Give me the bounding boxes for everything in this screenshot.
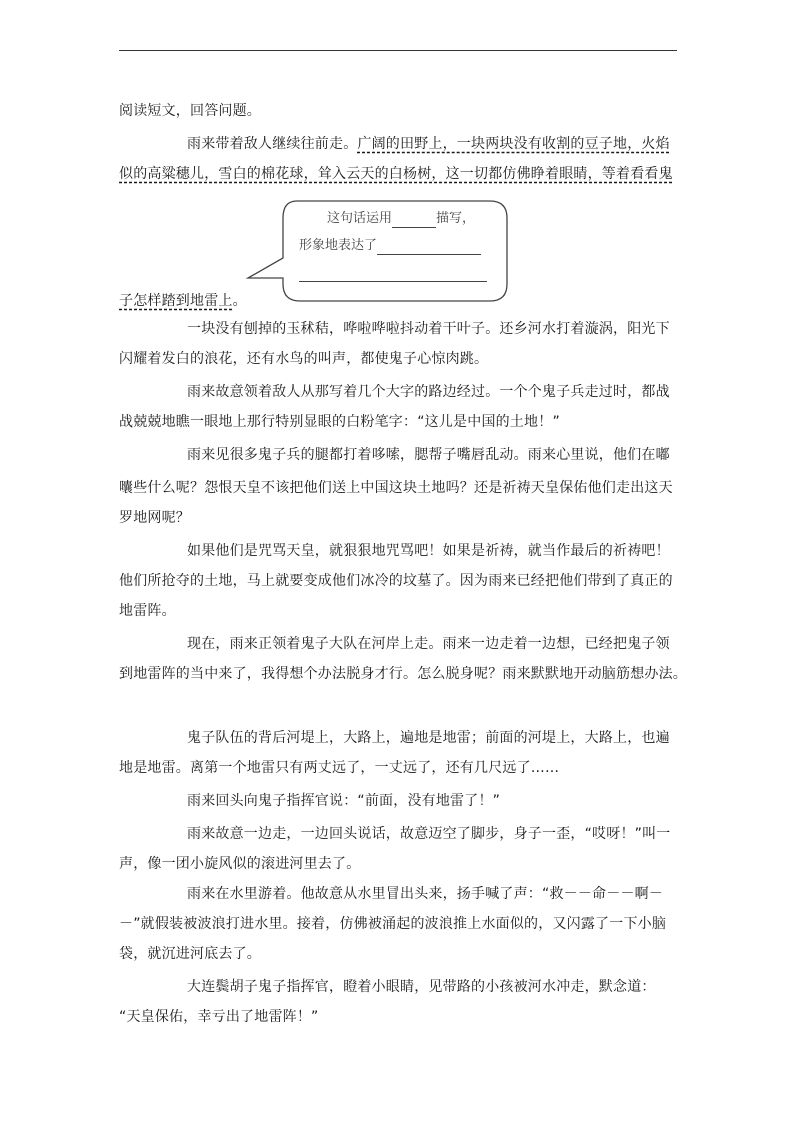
paragraph-4-line-3: 罗地网呢？ [119, 510, 190, 526]
paragraph-2-line-2: 闪耀着发白的浪花，还有水鸟的叫声，都使鬼子心惊肉跳。 [119, 351, 489, 367]
bubble-text-a: 这句话运用 [327, 211, 393, 226]
p1-underlined-c: 子怎样踏到地雷上 [119, 293, 233, 309]
paragraph-1-line-3 [119, 291, 247, 311]
paragraph-7-line-1: 鬼子队伍的背后河堤上，大路上，遍地是地雷；前面的河堤上，大路上，也遍 [187, 730, 670, 746]
paragraph-11-line-1: 大连鬓胡子鬼子指挥官，瞪着小眼睛，见带路的小孩被河水冲走，默念道： [187, 979, 656, 995]
p1-period: 。 [232, 293, 247, 309]
paragraph-1-line-2 [119, 164, 673, 184]
paragraph-10-line-3: 袋，就沉进河底去了。 [119, 946, 261, 962]
bubble-text-c: 形象地表达了 [299, 238, 378, 253]
paragraph-9-line-2: 声，像一团小旋风似的滚进河里去了。 [119, 856, 361, 872]
instruction: 阅读短文，回答问题。 [119, 103, 261, 119]
paragraph-10-line-2: －”就假装被波浪打进水里。接着，仿佛被涌起的波浪推上水面似的，又闪露了一下小脑 [119, 916, 667, 932]
paragraph-2-line-1: 一块没有刨掉的玉秫秸，哗啦哗啦抖动着干叶子。还乡河水打着漩涡，阳光下 [187, 321, 670, 337]
bubble-line-2 [299, 237, 481, 255]
paragraph-4-line-1: 雨来见很多鬼子兵的腿都打着哆嗦，腮帮子嘴唇乱动。雨来心里说，他们在嘟 [187, 447, 670, 463]
p1-underlined-a: 广阔的田野上，一块两块没有收割的豆子地，火焰 [357, 136, 670, 152]
bubble-text-b: 描写， [436, 211, 476, 226]
paragraph-5-line-3: 地雷阵。 [119, 603, 176, 619]
paragraph-8-line-1: 雨来回头向鬼子指挥官说：“前面，没有地雷了！” [187, 793, 501, 809]
answer-blank-3[interactable] [299, 267, 487, 282]
speech-bubble [245, 198, 510, 304]
paragraph-3-line-2: 战兢兢地瞧一眼地上那行特别显眼的白粉笔字：“这儿是中国的土地！” [119, 414, 560, 430]
paragraph-5-line-1: 如果他们是咒骂天皇，就狠狠地咒骂吧！如果是祈祷，就当作最后的祈祷吧！ [187, 543, 670, 559]
answer-blank-1[interactable] [392, 227, 436, 228]
bubble-line-3 [299, 264, 487, 282]
paragraph-5-line-2: 他们所抢夺的土地，马上就要变成他们冰冷的坟墓了。因为雨来已经把他们带到了真正的 [119, 573, 673, 589]
answer-blank-2[interactable] [377, 254, 481, 255]
paragraph-6-line-2: 到地雷阵的当中来了，我得想个办法脱身才行。怎么脱身呢？雨来默默地开动脑筋想办法。 [119, 666, 687, 682]
paragraph-3-line-1: 雨来故意领着敌人从那写着几个大字的路边经过。一个个鬼子兵走过时，都战 [187, 384, 670, 400]
paragraph-1-line-1 [187, 134, 670, 154]
p1-plain: 雨来带着敌人继续往前走。 [187, 136, 358, 152]
paragraph-11-line-2: “天皇保佑，幸亏出了地雷阵！” [119, 1009, 319, 1025]
bubble-line-1 [327, 210, 475, 228]
paragraph-6-line-1: 现在，雨来正领着鬼子大队在河岸上走。雨来一边走着一边想，已经把鬼子领 [187, 636, 670, 652]
paragraph-7-line-2: 地是地雷。离第一个地雷只有两丈远了，一丈远了，还有几尺远了…… [119, 760, 560, 776]
p1-underlined-b: 似的高粱穗儿，雪白的棉花球，耸入云天的白杨树，这一切都仿佛睁着眼睛，等着看看鬼 [119, 166, 673, 182]
paragraph-9-line-1: 雨来故意一边走，一边回头说话，故意迈空了脚步，身子一歪，“哎呀！”叫一 [187, 826, 671, 842]
header-rule [119, 50, 677, 51]
paragraph-4-line-2: 囔些什么呢？怨恨天皇不该把他们送上中国这块土地吗？还是祈祷天皇保佑他们走出这天 [119, 480, 673, 496]
paragraph-10-line-1: 雨来在水里游着。他故意从水里冒出头来，扬手喊了声：“救－－命－－啊－ [187, 886, 664, 902]
